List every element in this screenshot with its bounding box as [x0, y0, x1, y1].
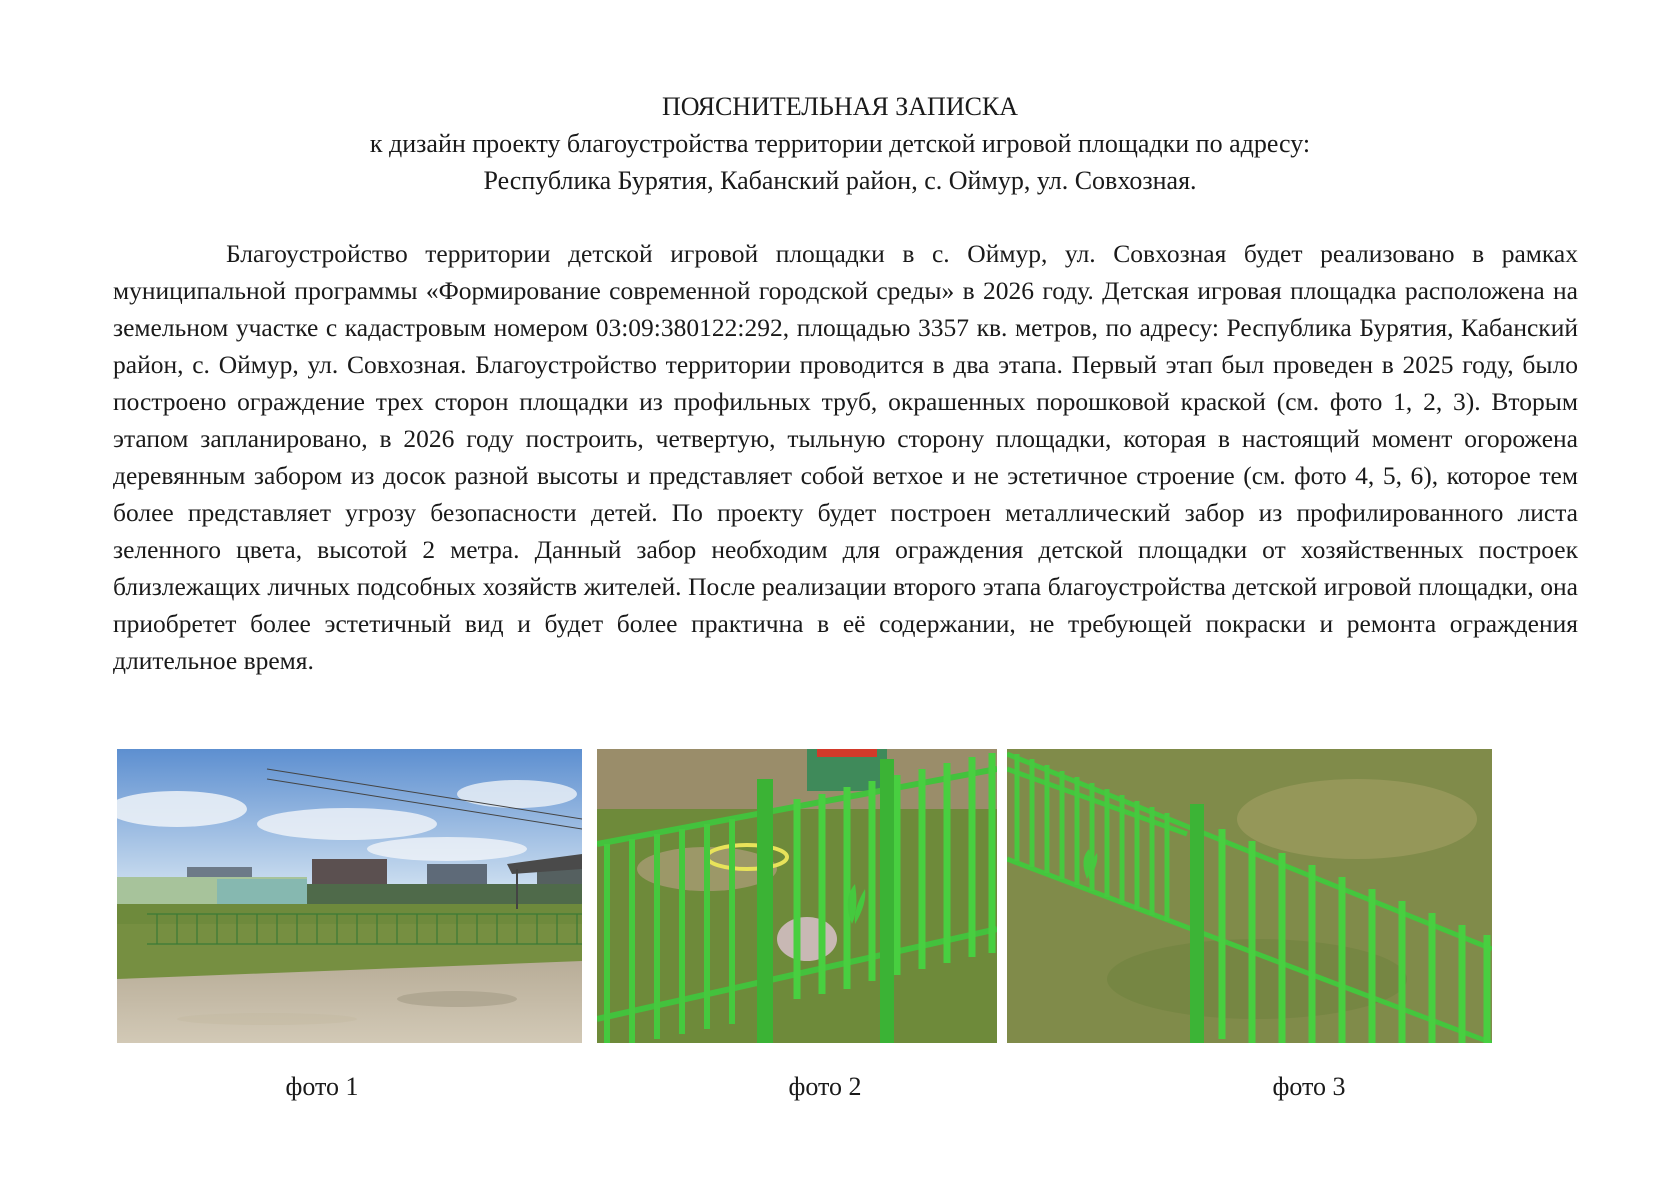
- document-subtitle: к дизайн проекту благоустройства территории детской игровой площадки по адресу:: [369, 129, 1311, 158]
- photo-1-caption: фото 1: [285, 1072, 359, 1101]
- photo-3: [1007, 749, 1492, 1043]
- body-paragraph: Благоустройство территории детской игровой площадки в с. Оймур, ул. Совхозная будет реализовано в рамках муниципальной программы «Формирование современной городской среды» в 2026 году. Детская игровая площадка расположена на земельном участке с кадастровым номером 03:09:380122:292, площадью 3357 кв. метров, по адресу: Республика Бурятия, Кабанский район, с. Оймур, ул. Совхозная. Благоустройство территории проводится в два этапа. Первый этап был проведен в 2025 году, было построено ограждение трех сторон площадки из профильных труб, окрашенных порошковой краской (см. фото 1, 2, 3). Вторым этапом запланировано, в 2026 году построить, четвертую, тыльную сторону площадки, которая в настоящий момент огорожена деревянным забором из досок разной высоты и представляет собой ветхое и не эстетичное строение (см. фото 4, 5, 6), которое тем более представляет угрозу безопасности детей. По проекту будет построен металлический забор из профилированного листа зеленного цвета, высотой 2 метра. Данный забор необходим для ограждения детской площадки от хозяйственных построек близлежащих личных подсобных хозяйств жителей. После реализации второго этапа благоустройства детской игровой площадки, она приобретет более эстетичный вид и будет более практична в её содержании, не требующей покраски и ремонта ограждения длительное время.: [113, 239, 1578, 675]
- document-address: Республика Бурятия, Кабанский район, с. Оймур, ул. Совхозная.: [483, 166, 1197, 195]
- photo-1: [117, 749, 582, 1043]
- photo-2-caption: фото 2: [788, 1072, 862, 1101]
- document-title: ПОЯСНИТЕЛЬНАЯ ЗАПИСКА: [661, 92, 1019, 121]
- document-header: [0, 88, 1680, 199]
- photo-3-caption: фото 3: [1272, 1072, 1346, 1101]
- photo-2: [597, 749, 997, 1043]
